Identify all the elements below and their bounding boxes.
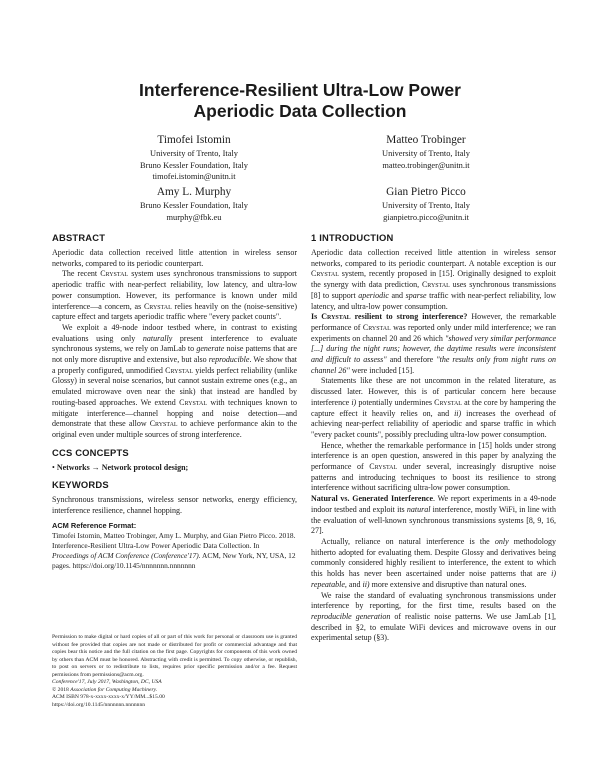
author-email: matteo.trobinger@unitn.it: [382, 160, 470, 170]
ccs-concepts: • Networks → Network protocol design;: [52, 462, 189, 472]
author-affiliation: University of Trento, Italy: [150, 149, 238, 158]
author-affiliation: University of Trento, Italy: [382, 149, 470, 158]
doi-link[interactable]: https://doi.org/10.1145/nnnnnnn.nnnnnnn: [52, 701, 146, 708]
author-block-4: [306, 185, 546, 223]
acm-reference-heading: ACM Reference Format:: [52, 520, 137, 530]
copyright-line: © 2018 Association for Computing Machinery.: [52, 686, 158, 693]
ccs-heading: CCS CONCEPTS: [52, 446, 129, 458]
abstract-heading: ABSTRACT: [52, 232, 106, 243]
left-column: [52, 232, 297, 571]
author-affiliation: Bruno Kessler Foundation, Italy: [140, 160, 248, 170]
intro-paragraph: We raise the standard of evaluating synchronous transmissions under interference by reporting, for the first time, results based on the reproducible generation of realistic noise patterns. We use JamLab [1], described in §2, to emulate WiFi devices and microwave ovens in our experimental setup (§3).: [311, 590, 557, 643]
intro-paragraph: Is Crystal resilient to strong interference? However, the remarkable performance of Crystal was reported only under mild interference; we ran experiments on channel 20 and 26 which "showed very similar performance [...] during the night runs; however, the daytime results were inconsistent and difficult to assess" and therefore "the results only from night runs on channel 26" were included [15].: [311, 312, 557, 375]
abstract-paragraph: The recent Crystal system uses synchronous transmissions to support aperiodic traffic with near-perfect reliability, low latency, and ultra-low power consumption. However, its performance is known under mild interference—a concern, as Crystal relies heavily on the (noise-sensitive) capture effect and targets aperiodic traffic where "every packet counts".: [52, 269, 297, 322]
author-block-3: [74, 185, 314, 223]
author-block-1: [74, 133, 314, 183]
author-name: Gian Pietro Picco: [386, 186, 466, 198]
author-name: Matteo Trobinger: [386, 134, 466, 146]
intro-paragraph: Natural vs. Generated Interference. We report experiments in a 49-node indoor testbed and exploit its natural interference, mostly WiFi, in line with the evaluation of well-known synchronous transmissions systems [8, 9, 16, 27].: [311, 494, 556, 536]
intro-paragraph: Aperiodic data collection received little attention in wireless sensor networks, compared to its periodic counterpart. A notable exception is our Crystal system, recently proposed in [15]. Originally designed to exploit the synergy with data prediction, Crystal uses synchronous transmissions [8] to support aperiodic and sparse traffic with near-perfect reliability, low latency, and ultra-low power consumption.: [311, 248, 556, 311]
conference-line: Conference'17, July 2017, Washington, DC, USA: [52, 679, 162, 685]
keywords-heading: KEYWORDS: [52, 479, 109, 491]
right-column: [311, 232, 556, 644]
intro-paragraph: Hence, whether the remarkable performance in [15] holds under strong interference is an open question, answered in this paper by analyzing the performance of Crystal under several, increasingly disruptive noise patterns and introducing techniques to boost its resilience to strong interference without sacrificing ultra-low power consumption.: [311, 440, 556, 493]
permission-text: Permission to make digital or hard copies of all or part of this work for personal or classroom use is granted without fee provided that copies are not made or distributed for profit or commercial advantage and that copies bear this notice and the full citation on the first page. Copyrights for components of this work owned by others than ACM must be honored. Abstracting with credit is permitted. To copy otherwise, or republish, to post on servers or to redistribute to lists, requires prior specific permission and/or a fee. Request permissions from permissions@acm.org.: [52, 634, 297, 678]
keywords-text: Synchronous transmissions, wireless sensor networks, energy efficiency, interference resilience, channel hopping.: [52, 495, 297, 516]
title-line-2: Aperiodic Data Collection: [193, 101, 407, 121]
title-line-1: Interference-Resilient Ultra-Low Power: [139, 80, 461, 100]
author-affiliation: Bruno Kessler Foundation, Italy: [140, 201, 248, 210]
copyright-footnote: [52, 634, 297, 709]
abstract-paragraph: Aperiodic data collection received little attention in wireless sensor networks, compared to its periodic counterpart.: [52, 248, 297, 268]
author-block-2: [306, 133, 546, 171]
introduction-heading: 1 INTRODUCTION: [311, 232, 394, 243]
author-name: Amy L. Murphy: [156, 186, 232, 198]
author-email: gianpietro.picco@unitn.it: [383, 212, 469, 222]
acm-reference-text: Timofei Istomin, Matteo Trobinger, Amy L. Murphy, and Gian Pietro Picco. 2018. Interference-Resilient Ultra-Low Power Aperiodic Data Collection. In Proceedings of ACM Conference (Conference'17). ACM, New York, NY, USA, 12 pages. https://doi.org/10.1145/nnnnnnn.nnnnnnn: [52, 531, 296, 570]
intro-paragraph: Actually, reliance on natural interference is the only methodology hitherto adopted for evaluating them. Despite Glossy and derivatives being commonly considered highly resilient to interference, the extent to which this holds has never been ascertained under noise patterns that are i) repeatable, and ii) more extensive and disruptive than natural ones.: [311, 536, 557, 589]
abstract-paragraph: We exploit a 49-node indoor testbed where, in contrast to existing evaluations using only naturally present interference to evaluate synchronous systems, we rely on JamLab to generate noise patterns that are not only more disruptive and extensive, but also reproducible. We show that a properly configured, unmodified Crystal yields perfect reliability (unlike Glossy) in several noise scenarios, but cannot sustain extreme ones (e.g., an emulated microwave oven near the sink) that instead are handled by routing-based approaches. We extend Crystal with techniques known to mitigate interference—channel hopping and noise detection—and demonstrate that these allow Crystal to achieve performance akin to the original even under multiple sources of strong interference.: [52, 322, 298, 439]
isbn-line: ACM ISBN 978-x-xxxx-xxxx-x/YY/MM...$15.00: [52, 694, 165, 700]
author-email: murphy@fbk.eu: [166, 212, 222, 222]
intro-paragraph: Statements like these are not uncommon in the related literature, as discussed later. However, this is of particular concern here because interference i) potentially undermines Crystal at the core by hampering the capture effect it heavily relies on, and ii) increases the overhead of achieving near-perfect reliability of aperiodic and sparse traffic in which "every packet counts", possibly precluding ultra-low power consumption.: [311, 376, 557, 439]
author-affiliation: University of Trento, Italy: [382, 201, 470, 210]
author-email: timofei.istomin@unitn.it: [152, 172, 236, 182]
author-name: Timofei Istomin: [157, 134, 231, 146]
paper-title: [50, 80, 550, 122]
